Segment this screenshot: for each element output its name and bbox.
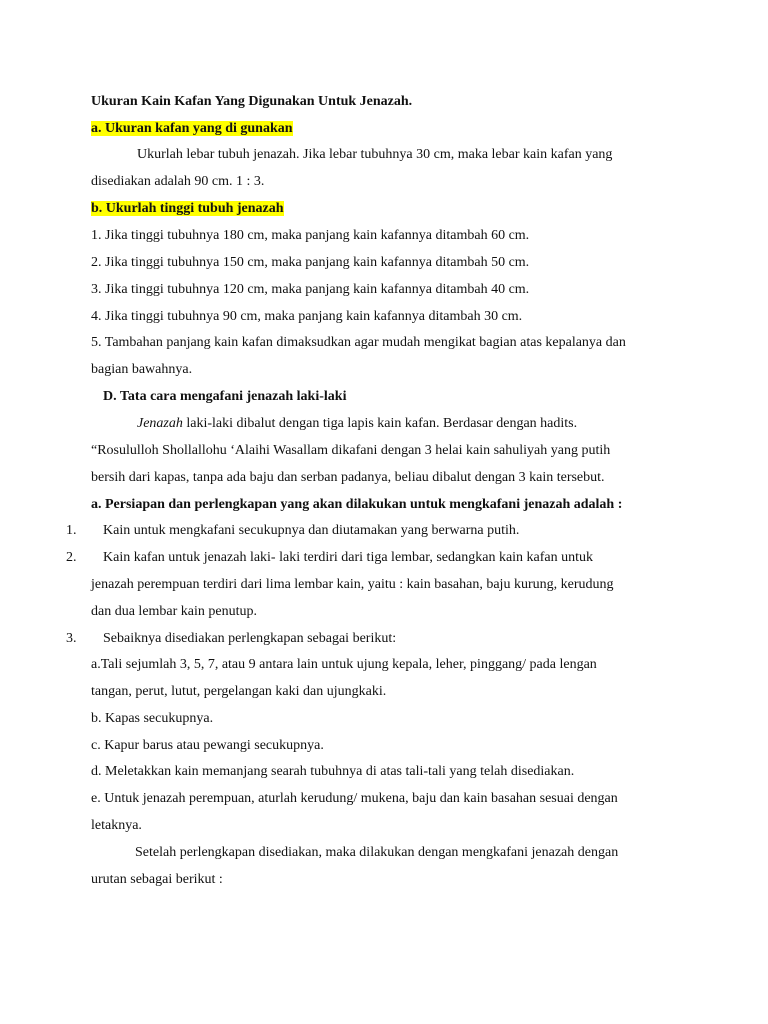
list-item-line: Sebaiknya disediakan perlengkapan sebagai berikut:: [103, 631, 397, 646]
list-number: 2.: [66, 550, 77, 565]
section-a-heading-text: a. Ukuran kafan yang di gunakan: [91, 121, 293, 136]
section-d-intro: [137, 415, 577, 433]
section-d-quote-line: bersih dari kapas, tanpa ada baju dan serban padanya, beliau dibalut dengan 3 kain tersebut.: [91, 470, 605, 485]
lettered-item-line: tangan, perut, lutut, pergelangan kaki dan ujungkaki.: [91, 684, 387, 699]
section-b-item: 2. Jika tinggi tubuhnya 150 cm, maka panjang kain kafannya ditambah 50 cm.: [91, 255, 530, 270]
lettered-item-line: e. Untuk jenazah perempuan, aturlah kerudung/ mukena, baju dan kain basahan sesuai dengan: [91, 791, 618, 806]
lettered-item-line: a.Tali sejumlah 3, 5, 7, atau 9 antara lain untuk ujung kepala, leher, pinggang/ pada lengan: [91, 657, 597, 672]
list-number: 1.: [66, 523, 77, 538]
section-b-heading-text: b. Ukurlah tinggi tubuh jenazah: [91, 201, 284, 216]
section-b-item: 1. Jika tinggi tubuhnya 180 cm, maka panjang kain kafannya ditambah 60 cm.: [91, 228, 530, 243]
lettered-item-line: d. Meletakkan kain memanjang searah tubuhnya di atas tali-tali yang telah disediakan.: [91, 764, 575, 779]
section-d-intro-italic: Jenazah: [137, 416, 183, 431]
section-d-heading: D. Tata cara mengafani jenazah laki-laki: [103, 389, 347, 404]
document-title: Ukuran Kain Kafan Yang Digunakan Untuk Jenazah.: [91, 94, 413, 109]
closing-line: urutan sebagai berikut :: [91, 872, 223, 887]
section-b-item: 4. Jika tinggi tubuhnya 90 cm, maka panjang kain kafannya ditambah 30 cm.: [91, 309, 523, 324]
section-b-item: 3. Jika tinggi tubuhnya 120 cm, maka panjang kain kafannya ditambah 40 cm.: [91, 282, 530, 297]
closing-line: Setelah perlengkapan disediakan, maka dilakukan dengan mengkafani jenazah dengan: [135, 845, 619, 860]
section-b-item: 5. Tambahan panjang kain kafan dimaksudkan agar mudah mengikat bagian atas kepalanya dan: [91, 335, 626, 350]
lettered-item-line: c. Kapur barus atau pewangi secukupnya.: [91, 738, 324, 753]
list-item-line: Kain kafan untuk jenazah laki- laki terdiri dari tiga lembar, sedangkan kain kafan untuk: [103, 550, 594, 565]
list-item-line: jenazah perempuan terdiri dari lima lembar kain, yaitu : kain basahan, baju kurung, kerudung: [91, 577, 614, 592]
lettered-item-line: letaknya.: [91, 818, 142, 833]
section-b-item: bagian bawahnya.: [91, 362, 193, 377]
section-d-subheading: a. Persiapan dan perlengkapan yang akan dilakukan untuk mengkafani jenazah adalah :: [91, 497, 623, 512]
section-b-heading: [91, 200, 284, 218]
lettered-item-line: b. Kapas secukupnya.: [91, 711, 214, 726]
list-number: 3.: [66, 631, 77, 646]
section-d-quote-line: “Rosululloh Shollallohu ‘Alaihi Wasallam dikafani dengan 3 helai kain sahuliyah yang putih: [91, 443, 611, 458]
list-item-line: Kain untuk mengkafani secukupnya dan diutamakan yang berwarna putih.: [103, 523, 520, 538]
section-a-para-line: disediakan adalah 90 cm. 1 : 3.: [91, 174, 265, 189]
section-a-para-line: Ukurlah lebar tubuh jenazah. Jika lebar tubuhnya 30 cm, maka lebar kain kafan yang: [137, 147, 613, 162]
section-a-heading: [91, 120, 293, 138]
list-item-line: dan dua lembar kain penutup.: [91, 604, 258, 619]
section-d-intro-rest: laki-laki dibalut dengan tiga lapis kain kafan. Berdasar dengan hadits.: [182, 416, 578, 431]
